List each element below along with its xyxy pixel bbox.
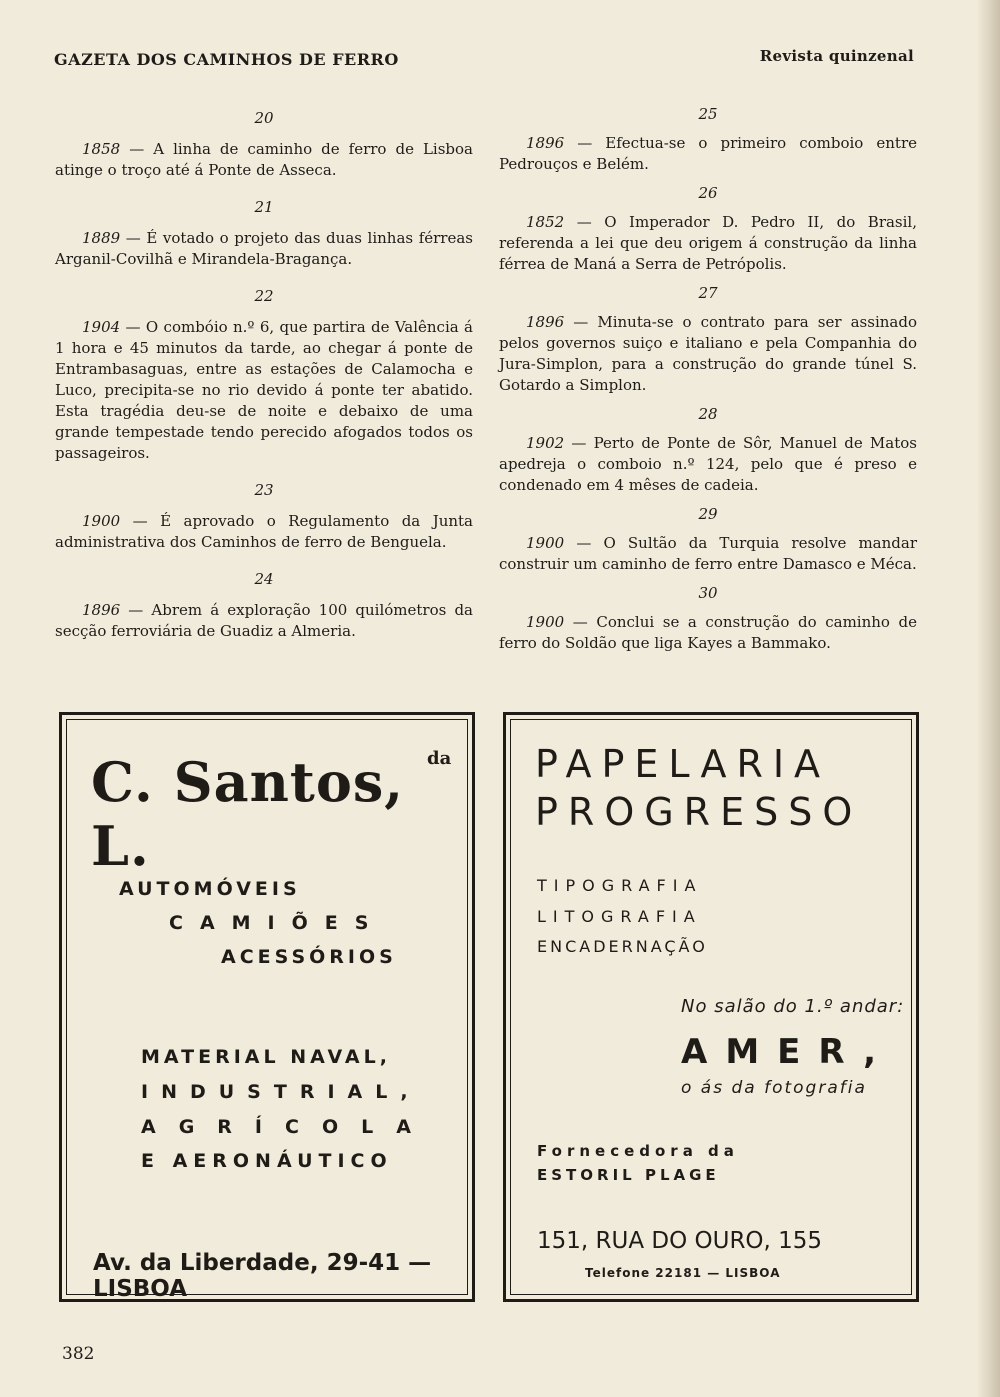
ad-title-progresso: PROGRESSO — [535, 790, 863, 834]
entry-year: 1896 — [526, 134, 565, 152]
chronicle-entry — [55, 228, 473, 270]
entry-year: 1900 — [526, 534, 565, 552]
chronicle-entry — [499, 133, 917, 175]
ad-line-agricola: AGRÍCOLA — [141, 1116, 434, 1138]
ad-service-tipografia: TIPOGRAFIA — [537, 876, 703, 895]
day-heading: 22 — [254, 287, 274, 305]
magazine-title: GAZETA DOS CAMINHOS DE FERRO — [54, 50, 399, 69]
chronicle-entry — [55, 317, 473, 464]
entry-text: — Perto de Ponte de Sôr, Manuel de Matos apedreja o comboio n.º 124, pelo que é preso e condenado em 4 mêses de cadeia. — [499, 434, 917, 494]
ad-company-name: C. Santos, L. — [91, 750, 405, 878]
ad-supplier-line1: Fornecedora da — [537, 1142, 739, 1160]
entry-text: — É votado o projeto das duas linhas férreas Arganil-Covilhã e Mirandela-Bragança. — [55, 229, 473, 268]
entry-year: 1896 — [82, 601, 121, 619]
chronicle-entry — [499, 612, 917, 654]
day-heading: 30 — [698, 584, 718, 602]
entry-year: 1904 — [82, 318, 121, 336]
ad-line-industrial: INDUSTRIAL, — [141, 1081, 421, 1103]
ad-line-aeronautico: E AERONÁUTICO — [141, 1150, 393, 1172]
chronicle-entry — [499, 212, 917, 275]
ad-service-encadernacao: ENCADERNAÇÃO — [537, 937, 708, 956]
entry-year: 1858 — [82, 140, 121, 158]
day-heading: 28 — [698, 405, 718, 423]
ad-company-suffix: da — [427, 748, 452, 769]
magazine-subtitle: Revista quinzenal — [759, 47, 914, 65]
day-heading: 27 — [698, 284, 718, 302]
ad-papelaria-progresso — [503, 712, 919, 1302]
entry-text: — Minuta-se o contrato para ser assinado pelos governos suiço e italiano e pela Companhia do Jura-Simplon, para a construção do grande túnel S. Gotardo a Simplon. — [499, 313, 917, 394]
entry-year: 1900 — [526, 613, 565, 631]
entry-text: — Conclui se a construção do caminho de ferro do Soldão que liga Kayes a Bammako. — [499, 613, 917, 652]
day-heading: 23 — [254, 481, 274, 499]
ad-service-litografia: LITOGRAFIA — [537, 907, 702, 926]
entry-year: 1902 — [526, 434, 565, 452]
entry-text: — A linha de caminho de ferro de Lisboa atinge o troço até á Ponte de Asseca. — [55, 140, 473, 179]
entry-block — [499, 504, 917, 575]
day-heading: 24 — [254, 570, 274, 588]
entry-year: 1889 — [82, 229, 121, 247]
chronicle-entry — [55, 511, 473, 553]
page-number: 382 — [62, 1344, 95, 1364]
entry-text: — Abrem á exploração 100 quilómetros da secção ferroviária de Guadiz a Almeria. — [55, 601, 473, 640]
ad-line-automoveis: AUTOMÓVEIS — [119, 878, 301, 900]
left-column — [55, 108, 473, 658]
entry-block — [55, 569, 473, 642]
entry-block — [499, 583, 917, 654]
day-heading: 20 — [254, 109, 274, 127]
entry-block — [55, 197, 473, 270]
entry-block — [55, 480, 473, 553]
day-heading: 29 — [698, 505, 718, 523]
chronicle-entry — [499, 533, 917, 575]
ad-line-acessorios: ACESSÓRIOS — [221, 946, 397, 968]
entry-text: — O Imperador D. Pedro II, do Brasil, referenda a lei que deu origem á construção da linha férrea de Maná a Serra de Petrópolis. — [499, 213, 917, 273]
ad-title-papelaria: PAPELARIA — [535, 742, 831, 786]
entry-year: 1900 — [82, 512, 121, 530]
entry-text: — O combóio n.º 6, que partira de Valência á 1 hora e 45 minutos da tarde, ao chegar á ponte de Entrambasaguas, entre as estações de Calamocha e Luco, precipita-se no rio devido á ponte ter abatido. Esta tragédia deu-se de noite e debaixo de uma grande tempestade tendo perecido afogados todos os passageiros. — [55, 318, 473, 462]
entry-year: 1852 — [526, 213, 565, 231]
day-heading: 25 — [698, 105, 718, 123]
entry-block — [499, 183, 917, 275]
ad-address: 151, RUA DO OURO, 155 — [537, 1228, 823, 1254]
chronicle-entry — [55, 139, 473, 181]
right-column — [499, 104, 917, 662]
ad-inner-frame — [510, 719, 912, 1295]
ad-amer-tagline: o ás da fotografia — [681, 1078, 867, 1098]
entry-text: — O Sultão da Turquia resolve mandar construir um caminho de ferro entre Damasco e Méca. — [499, 534, 917, 573]
entry-text: — Efectua-se o primeiro comboio entre Pedrouços e Belém. — [499, 134, 917, 173]
ad-c-santos — [59, 712, 475, 1302]
ad-line-material-naval: MATERIAL NAVAL, — [141, 1046, 391, 1068]
day-heading: 21 — [254, 198, 274, 216]
ad-address: Av. da Liberdade, 29-41 — LISBOA — [93, 1250, 432, 1302]
ad-line-camioes: CAMIÕES — [169, 912, 386, 934]
ad-amer: AMER, — [681, 1032, 895, 1072]
chronicle-entry — [499, 433, 917, 496]
chronicle-entry — [499, 312, 917, 396]
entry-block — [55, 108, 473, 181]
ad-phone: Telefone 22181 — LISBOA — [585, 1266, 781, 1280]
ad-supplier-line2: ESTORIL PLAGE — [537, 1166, 720, 1184]
entry-year: 1896 — [526, 313, 565, 331]
page-edge — [978, 0, 1000, 1397]
entry-text: — É aprovado o Regulamento da Junta administrativa dos Caminhos de ferro de Benguela. — [55, 512, 473, 551]
entry-block — [499, 283, 917, 396]
entry-block — [55, 286, 473, 464]
entry-block — [499, 104, 917, 175]
entry-block — [499, 404, 917, 496]
ad-salon-note: No salão do 1.º andar: — [681, 996, 905, 1017]
chronicle-entry — [55, 600, 473, 642]
ad-inner-frame — [66, 719, 468, 1302]
day-heading: 26 — [698, 184, 718, 202]
